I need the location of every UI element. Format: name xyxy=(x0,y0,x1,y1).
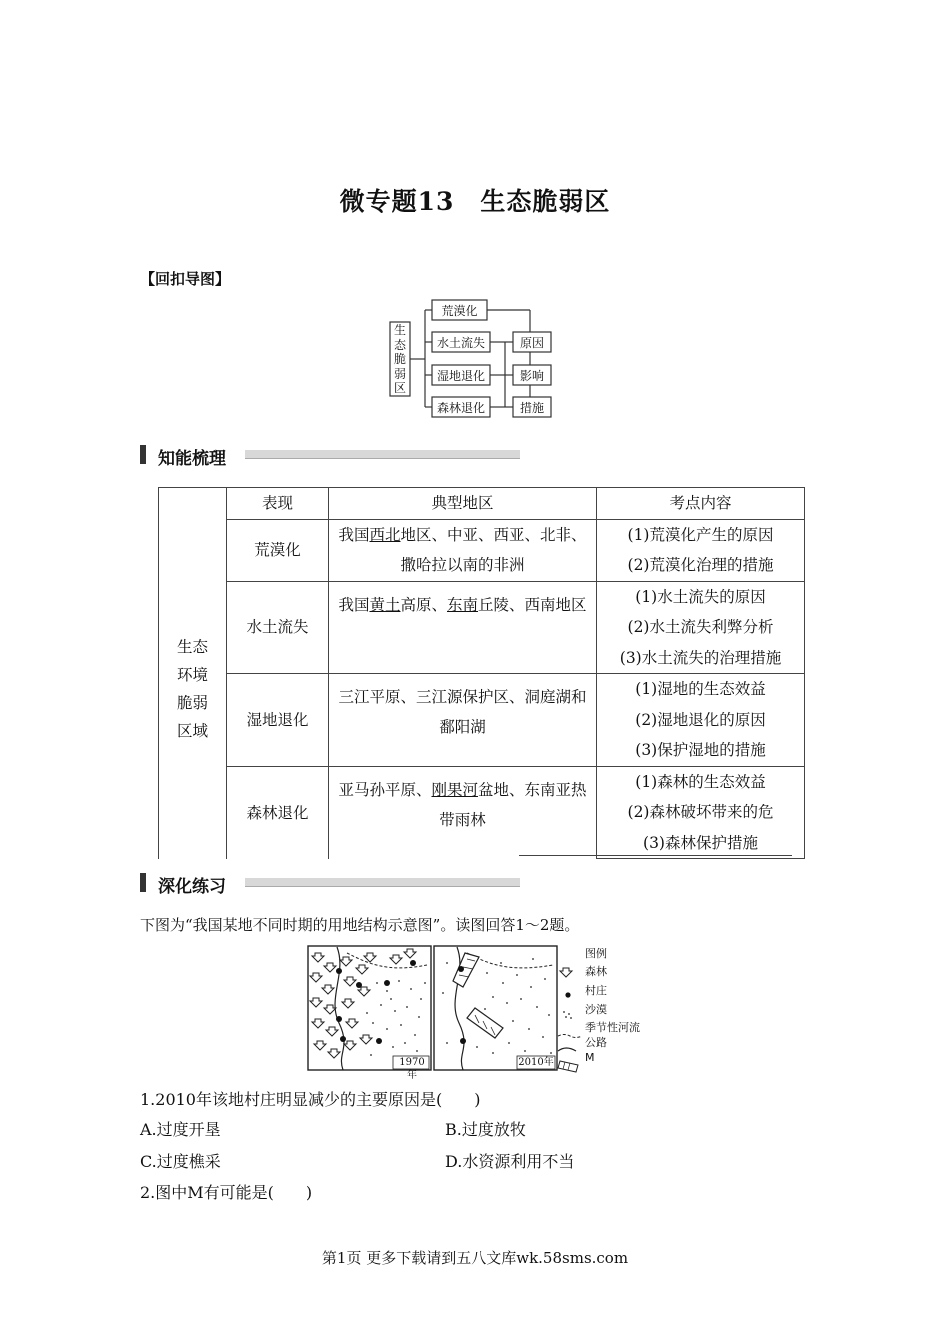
table-row xyxy=(159,766,805,859)
question-intro: 下图为“我国某地不同时期的用地结构示意图”。读图回答1～2题。 xyxy=(140,916,580,934)
section-header-knowledge xyxy=(140,444,540,469)
table-cell-points: (1)森林的生态效益 (2)森林破坏带来的危 (3)森林保护措施 xyxy=(597,766,805,859)
legend-item: 公路 xyxy=(585,1035,607,1049)
section-title: 知能梳理 xyxy=(158,449,226,469)
year-label-1970: 1970年 xyxy=(399,1057,425,1081)
option-b: B.过度放牧 xyxy=(445,1120,526,1139)
question-2: 2.图中M有可能是( ) xyxy=(140,1183,313,1202)
table-cell-points: (1)湿地的生态效益 (2)湿地退化的原因 (3)保护湿地的措施 xyxy=(597,674,805,767)
mindmap xyxy=(385,295,565,420)
table-cell-name: 水土流失 xyxy=(227,581,329,674)
table-header: 典型地区 xyxy=(329,488,597,520)
year-label-2010: 2010年 xyxy=(518,1057,554,1068)
side-label-line: 环境 xyxy=(176,665,208,684)
land-use-figure xyxy=(307,943,652,1081)
mindmap-root-char: 态 xyxy=(393,337,406,352)
table-cell-region: 我国黄土高原、东南丘陵、西南地区 xyxy=(329,581,597,674)
table-header: 考点内容 xyxy=(597,488,805,520)
legend-title: 图例 xyxy=(585,947,607,960)
table-side-label xyxy=(159,519,227,859)
mindmap-item: 荒漠化 xyxy=(441,304,478,318)
mindmap-item: 水土流失 xyxy=(436,336,485,350)
mindmap-root-char: 弱 xyxy=(393,366,406,381)
section-header-practice xyxy=(140,872,540,897)
page-footer: 第1页 更多下载请到五八文库wk.58sms.com xyxy=(321,1249,629,1267)
section-title: 深化练习 xyxy=(158,877,226,897)
table-bottom-edge xyxy=(519,855,792,856)
legend-item: M xyxy=(585,1051,595,1064)
legend-item: 村庄 xyxy=(585,984,607,997)
option-d: D.水资源利用不当 xyxy=(445,1152,575,1171)
section-bar xyxy=(140,873,146,892)
section-divider xyxy=(245,878,520,887)
table-row xyxy=(159,519,805,581)
table-cell-name: 荒漠化 xyxy=(227,519,329,581)
table-cell-name: 森林退化 xyxy=(227,766,329,859)
mindmap-item: 森林退化 xyxy=(436,401,485,415)
side-label-line: 区域 xyxy=(176,721,208,740)
table-cell-name: 湿地退化 xyxy=(227,674,329,767)
table-cell-region: 三江平原、三江源保护区、洞庭湖和鄱阳湖 xyxy=(329,674,597,767)
forest-legend-icon xyxy=(560,968,572,977)
question-1: 1.2010年该地村庄明显减少的主要原因是( ) xyxy=(140,1090,481,1109)
mindmap-aspect: 措施 xyxy=(519,401,544,415)
table-cell-region: 我国西北地区、中亚、西亚、北非、撒哈拉以南的非洲 xyxy=(329,519,597,581)
road-legend-icon xyxy=(558,1048,576,1051)
desert-legend-icon xyxy=(563,1011,572,1019)
option-a: A.过度开垦 xyxy=(140,1120,221,1139)
side-label-line: 生态 xyxy=(176,637,208,656)
mindmap-aspect: 原因 xyxy=(519,336,544,350)
village-legend-icon xyxy=(565,992,570,997)
m-legend-icon xyxy=(558,1061,578,1072)
page-title: 微专题13 生态脆弱区 xyxy=(339,187,611,216)
map-legend xyxy=(585,946,640,1067)
mindmap-root-char: 生 xyxy=(393,323,406,337)
mindmap-section-label: 【回扣导图】 xyxy=(140,270,231,288)
table-cell-region: 亚马孙平原、刚果河盆地、东南亚热带雨林 xyxy=(329,766,597,859)
river-legend-icon xyxy=(558,1035,582,1038)
mindmap-item: 湿地退化 xyxy=(436,369,485,383)
legend-item: 沙漠 xyxy=(585,1002,607,1016)
section-divider xyxy=(245,450,520,459)
mindmap-aspect: 影响 xyxy=(519,369,544,383)
table-row xyxy=(159,674,805,767)
table-header: 表现 xyxy=(227,488,329,520)
table-cell-points: (1)水土流失的原因 (2)水土流失利弊分析 (3)水土流失的治理措施 xyxy=(597,581,805,674)
side-label-line: 脆弱 xyxy=(176,693,208,712)
table-header-row xyxy=(159,488,805,520)
section-bar xyxy=(140,445,146,464)
legend-item: 季节性河流 xyxy=(585,1021,640,1034)
knowledge-table xyxy=(158,487,805,859)
legend-item: 森林 xyxy=(585,964,607,978)
mindmap-root-char: 区 xyxy=(393,381,406,395)
mindmap-root-char: 脆 xyxy=(393,352,406,366)
table-cell-points: (1)荒漠化产生的原因 (2)荒漠化治理的措施 xyxy=(597,519,805,581)
table-corner xyxy=(159,488,227,520)
table-row xyxy=(159,581,805,674)
option-c: C.过度樵采 xyxy=(140,1152,221,1171)
